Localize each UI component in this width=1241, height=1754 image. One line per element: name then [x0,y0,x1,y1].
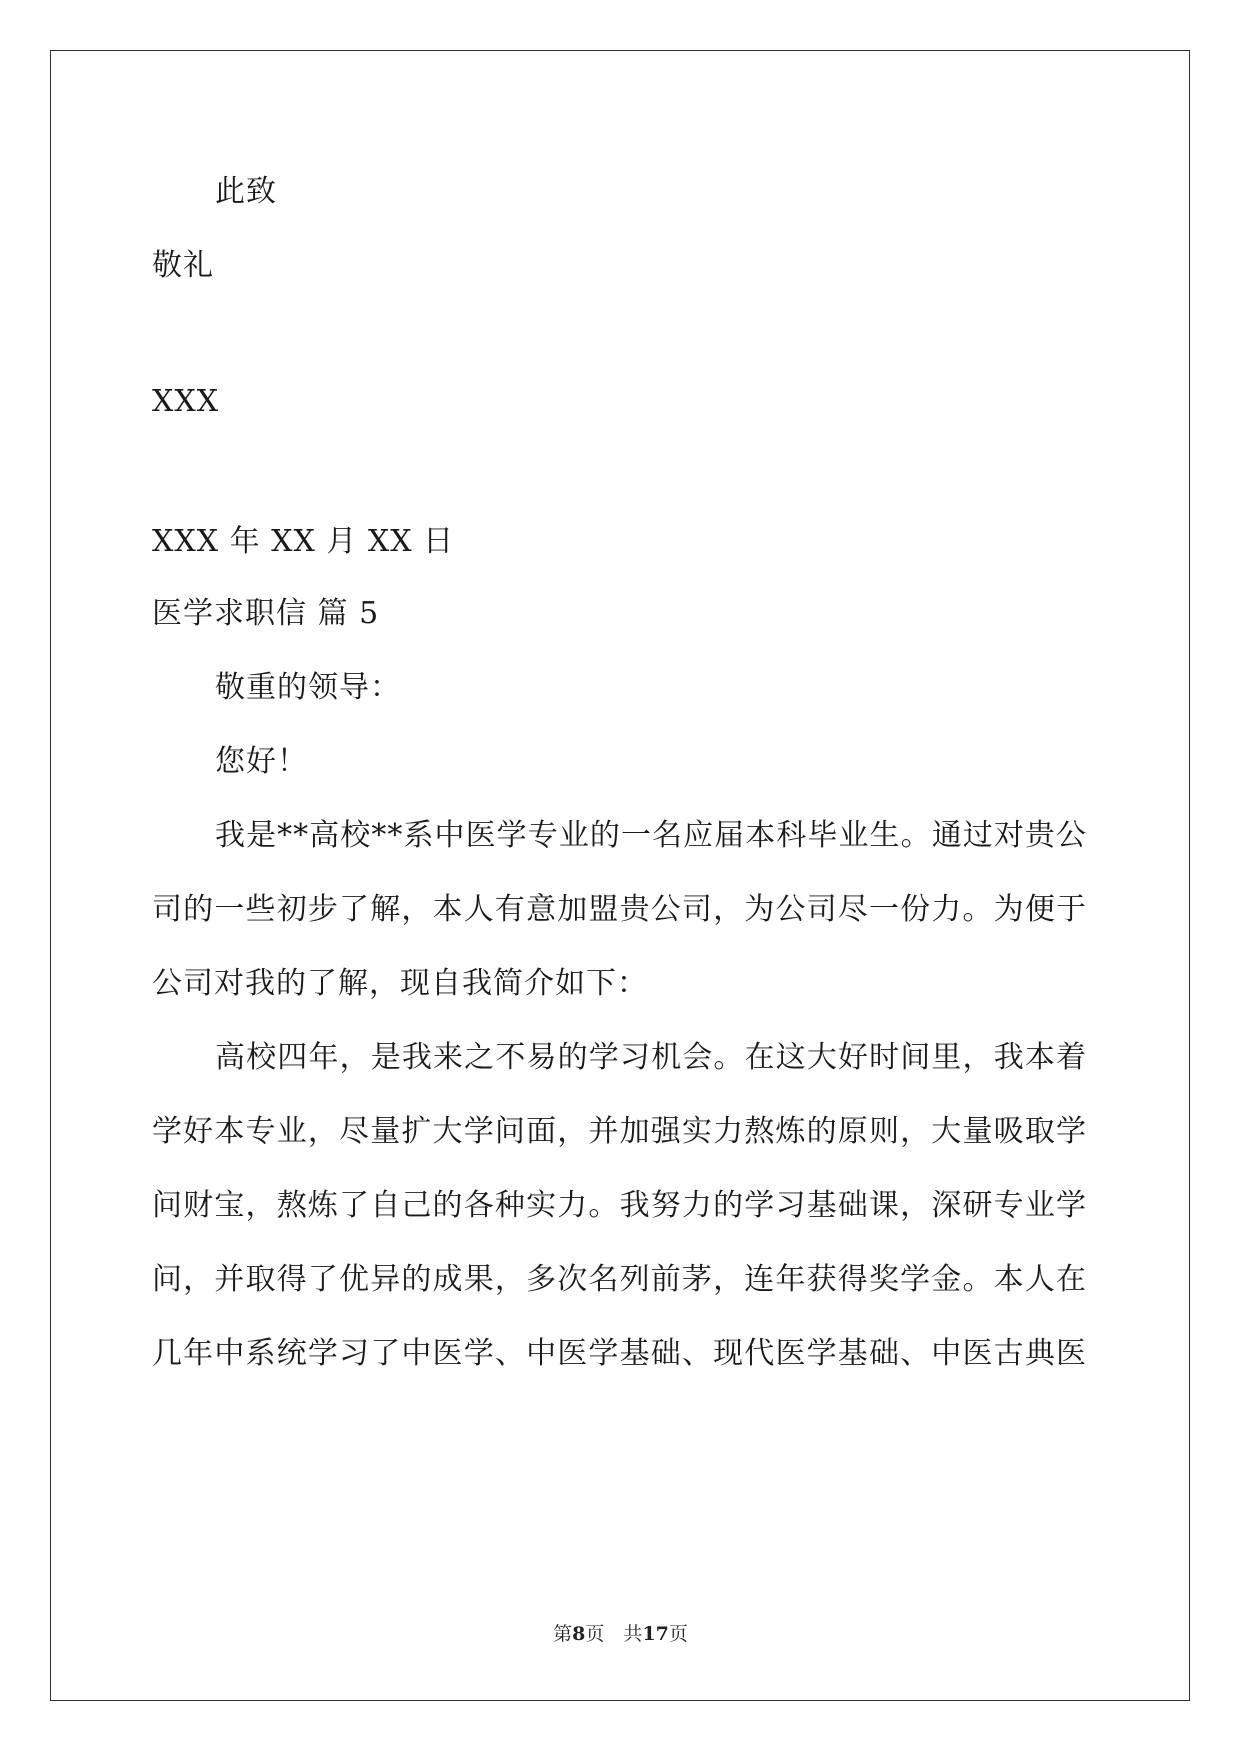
paragraph-line: 几年中系统学习了中医学、中医学基础、现代医学基础、中医古典医 [152,1336,1087,1371]
letter-date: XXX 年 XX 月 XX 日 [152,524,455,559]
footer-total-prefix: 共 [623,1623,643,1645]
total-pages: 17 [642,1623,669,1645]
paragraph-line: 学好本专业，尽量扩大学问面，并加强实力熬炼的原则，大量吸取学 [152,1114,1087,1149]
page-number: 8 [572,1623,586,1645]
page-footer [0,1622,1241,1646]
section-heading: 医学求职信 篇 5 [152,596,380,631]
closing-salutation: 此致 [215,174,277,209]
footer-page-unit: 页 [585,1623,605,1645]
paragraph-line: 问财宝，熬炼了自己的各种实力。我努力的学习基础课，深研专业学 [152,1188,1087,1223]
footer-prefix: 第 [553,1623,573,1645]
paragraph-line: 我是**高校**系中医学专业的一名应届本科毕业生。通过对贵公 [215,818,1087,853]
paragraph-line: 公司对我的了解，现自我简介如下： [152,966,648,1001]
greeting: 敬重的领导： [215,670,401,705]
paragraph-line: 司的一些初步了解，本人有意加盟贵公司，为公司尽一份力。为便于 [152,892,1087,927]
page-border [50,50,1190,1701]
paragraph-line: 问，并取得了优异的成果，多次名列前茅，连年获得奖学金。本人在 [152,1262,1087,1297]
paragraph-line: 高校四年，是我来之不易的学习机会。在这大好时间里，我本着 [215,1040,1087,1075]
closing-regards: 敬礼 [152,248,214,283]
signature: XXX [152,384,220,419]
hello: 您好！ [215,744,308,779]
footer-total-unit: 页 [668,1623,688,1645]
